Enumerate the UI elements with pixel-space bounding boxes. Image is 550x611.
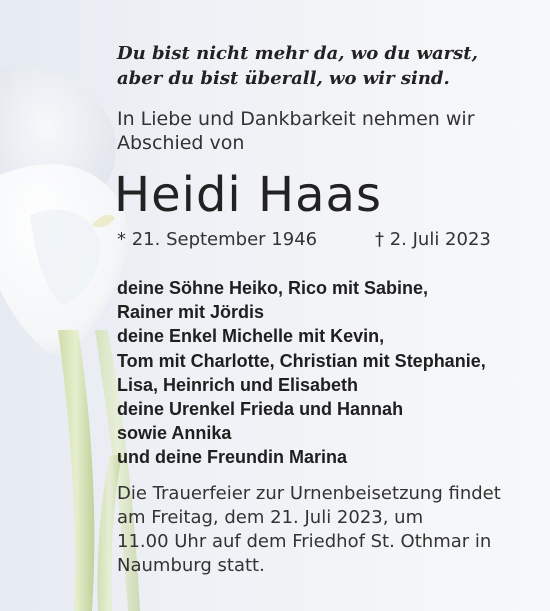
mourners-line: sowie Annika (117, 423, 232, 444)
mourners-line: deine Enkel Michelle mit Kevin, (117, 326, 385, 347)
birth-date: * 21. September 1946 (117, 229, 318, 250)
motto-line: Du bist nicht mehr da, wo du warst, (117, 43, 478, 64)
death-date: † 2. Juli 2023 (375, 229, 491, 250)
mourners-line: Tom mit Charlotte, Christian mit Stephanie, (117, 350, 486, 371)
ceremony-line: Naumburg statt. (117, 555, 265, 576)
ceremony-line: 11.00 Uhr auf dem Friedhof St. Othmar in (117, 531, 492, 552)
deceased-name: Heidi Haas (114, 167, 382, 223)
motto-quote (117, 41, 537, 91)
mourners-line: Lisa, Heinrich und Elisabeth (117, 374, 359, 395)
mourners-line: deine Urenkel Frieda und Hannah (117, 399, 404, 420)
mourners-line: deine Söhne Heiko, Rico mit Sabine, (117, 278, 429, 298)
intro-text (117, 107, 537, 155)
ceremony-line: Die Trauerfeier zur Urnenbeisetzung findet (117, 483, 501, 504)
motto-line: aber du bist überall, wo wir sind. (117, 68, 450, 89)
intro-line: In Liebe und Dankbarkeit nehmen wir (117, 108, 475, 130)
intro-line: Abschied von (117, 132, 245, 154)
ceremony-line: am Freitag, dem 21. Juli 2023, um (117, 507, 424, 528)
mourners-list (117, 276, 542, 470)
mourners-line: und deine Freundin Marina (117, 447, 348, 468)
ceremony-info (117, 482, 542, 578)
mourners-line: Rainer mit Jördis (117, 302, 265, 323)
